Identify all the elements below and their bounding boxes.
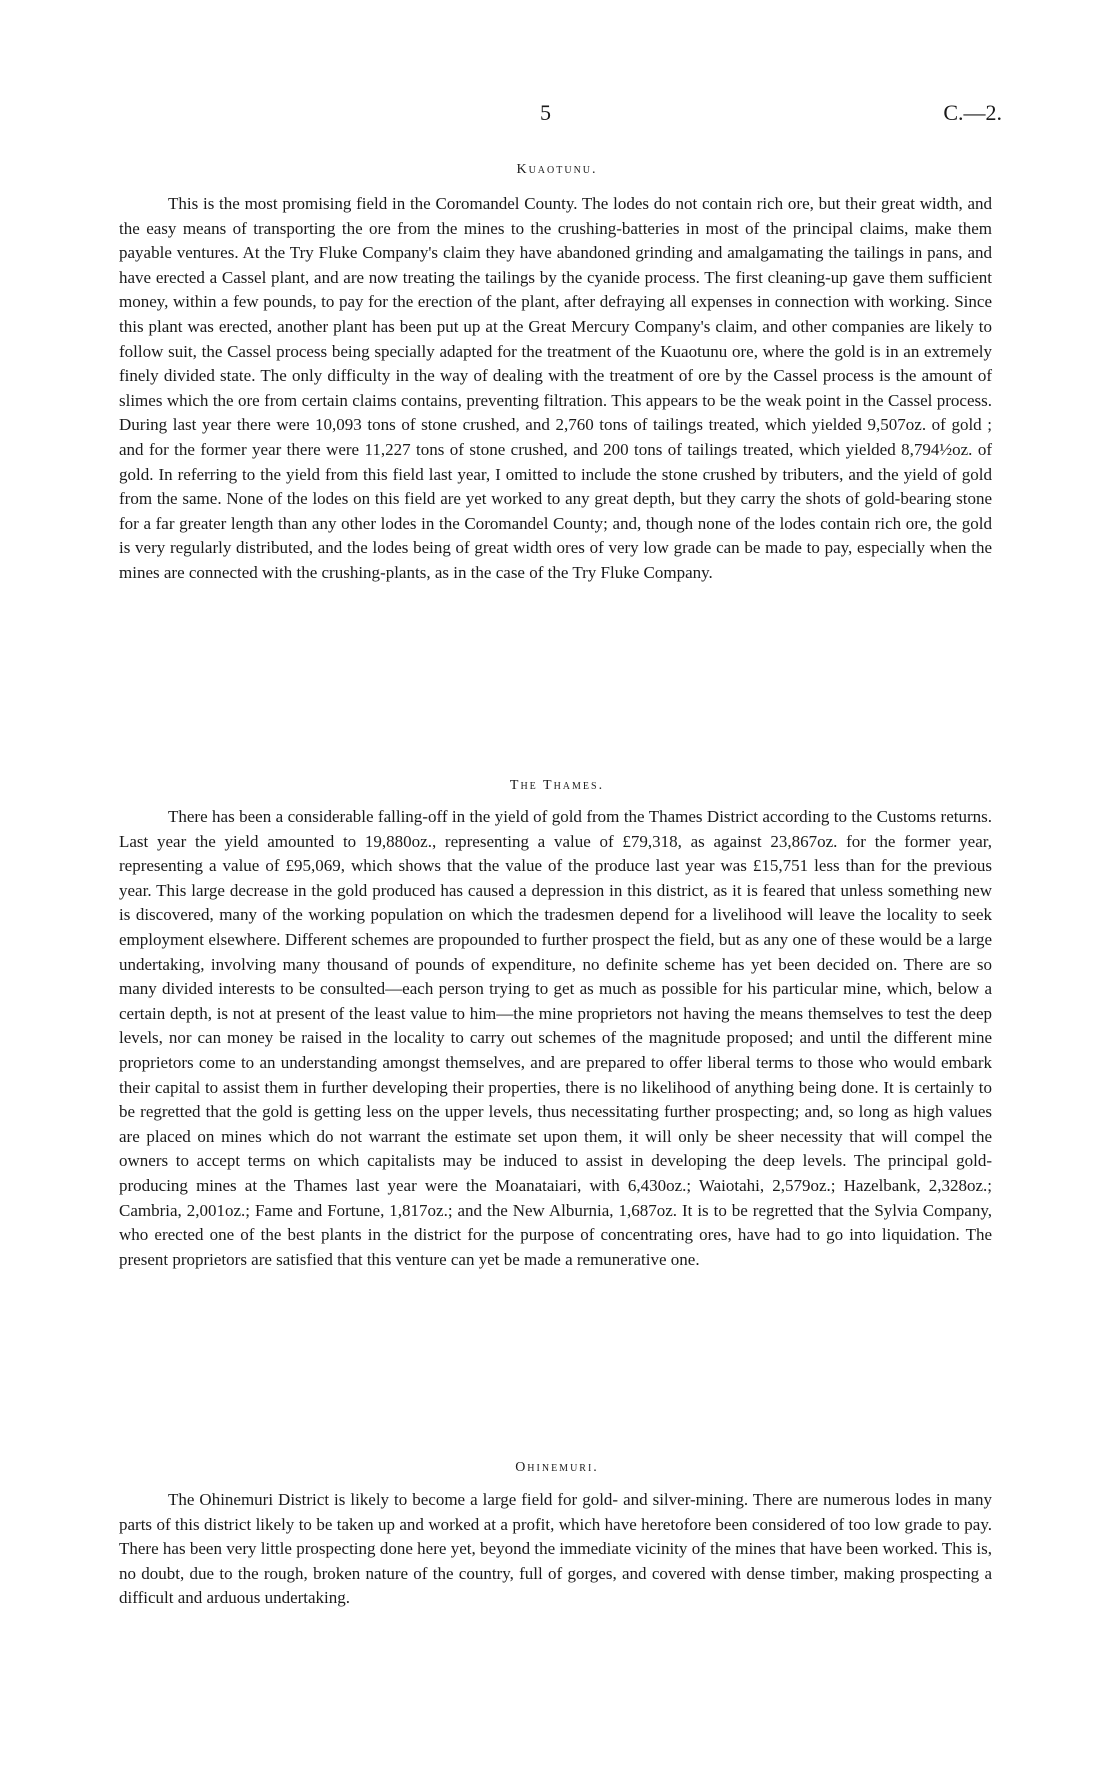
page-number: 5: [540, 100, 551, 125]
section-heading-thames: The Thames.: [509, 778, 605, 793]
section-paragraph-ohinemuri: The Ohinemuri District is likely to become a large field for gold- and silver-mining. There are numerous lodes in many parts of this district likely to be taken up and worked at a profit, which have heretofore been considered of too low grade to pay. There has been very little prospecting done here yet, beyond the immediate vicinity of the mines that have been worked. This is, no doubt, due to the rough, broken nature of the country, full of gorges, and covered with dense timber, making prospecting a difficult and arduous undertaking.: [119, 1490, 992, 1608]
section-paragraph-thames: There has been a considerable falling-off in the yield of gold from the Thames District according to the Customs returns. Last year the yield amounted to 19,880oz., representing a value of £79,318, as against 23,867oz. for the former year, representing a value of £95,069, which shows that the value of the produce last year was £15,751 less than for the previous year. This large decrease in the gold produced has caused a depression in this district, as it is feared that unless something new is discovered, many of the working population on which the tradesmen depend for a livelihood will leave the locality to seek employment elsewhere. Different schemes are propounded to further prospect the field, but as any one of these would be a large undertaking, involving many thousand of pounds of expenditure, no definite scheme has yet been decided on. There are so many divided interests to be consulted—each person trying to get as much as possible for his particular mine, which, below a certain depth, is not at present of the least value to him—the mine proprietors not having the means themselves to test the deep levels, nor can money be raised in the locality to carry out schemes of the magnitude proposed; and until the different mine proprietors come to an understanding amongst themselves, and are prepared to offer liberal terms to those who would embark their capital to assist them in further developing their properties, there is no likelihood of anything being done. It is certainly to be regretted that the gold is getting less on the upper levels, thus necessitating further prospecting; and, so long as high values are placed on mines which do not warrant the estimate set upon them, it will only be sheer necessity that will compel the owners to accept terms on which capitalists may be induced to assist in developing the deep levels. The principal gold-producing mines at the Thames last year were the Moanataiari, with 6,430oz.; Waiotahi, 2,579oz.; Hazelbank, 2,328oz.; Cambria, 2,001oz.; Fame and Fortune, 1,817oz.; and the New Alburnia, 1,687oz. It is to be regretted that the Sylvia Company, who erected one of the best plants in the district for the purpose of concentrating ores, have had to go into liquidation. The present proprietors are satisfied that this venture can yet be made a remunerative one.: [119, 807, 992, 1269]
document-reference: C.—2.: [943, 100, 1002, 125]
section-heading-ohinemuri: Ohinemuri.: [515, 1460, 599, 1475]
section-heading-kuaotunu: Kuaotunu.: [516, 162, 598, 177]
section-paragraph-kuaotunu: This is the most promising field in the Coromandel County. The lodes do not contain rich ore, but their great width, and the easy means of transporting the ore from the mines to the crushing-batteries in most of the principal claims, make them payable ventures. At the Try Fluke Company's claim they have abandoned grinding and amalgamating the tailings in pans, and have erected a Cassel plant, and are now treating the tailings by the cyanide process. The first cleaning-up gave them sufficient money, within a few pounds, to pay for the erection of the plant, after defraying all expenses in connection with working. Since this plant was erected, another plant has been put up at the Great Mercury Company's claim, and other companies are likely to follow suit, the Cassel process being specially adapted for the treatment of the Kuaotunu ore, where the gold is in an extremely finely divided state. The only difficulty in the way of dealing with the treatment of ore by the Cassel process is the amount of slimes which the ore from certain claims contains, preventing filtration. This appears to be the weak point in the Cassel process. During last year there were 10,093 tons of stone crushed, and 2,760 tons of tailings treated, which yielded 9,507oz. of gold ; and for the former year there were 11,227 tons of stone crushed, and 200 tons of tailings treated, which yielded 8,794½oz. of gold. In referring to the yield from this field last year, I omitted to include the stone crushed by tributers, and the yield of gold from the same. None of the lodes on this field are yet worked to any great depth, but they carry the shots of gold-bearing stone for a far greater length than any other lodes in the Coromandel County; and, though none of the lodes contain rich ore, the gold is very regularly distributed, and the lodes being of great width ores of very low grade can be made to pay, especially when the mines are connected with the crushing-plants, as in the case of the Try Fluke Company.: [119, 194, 992, 582]
